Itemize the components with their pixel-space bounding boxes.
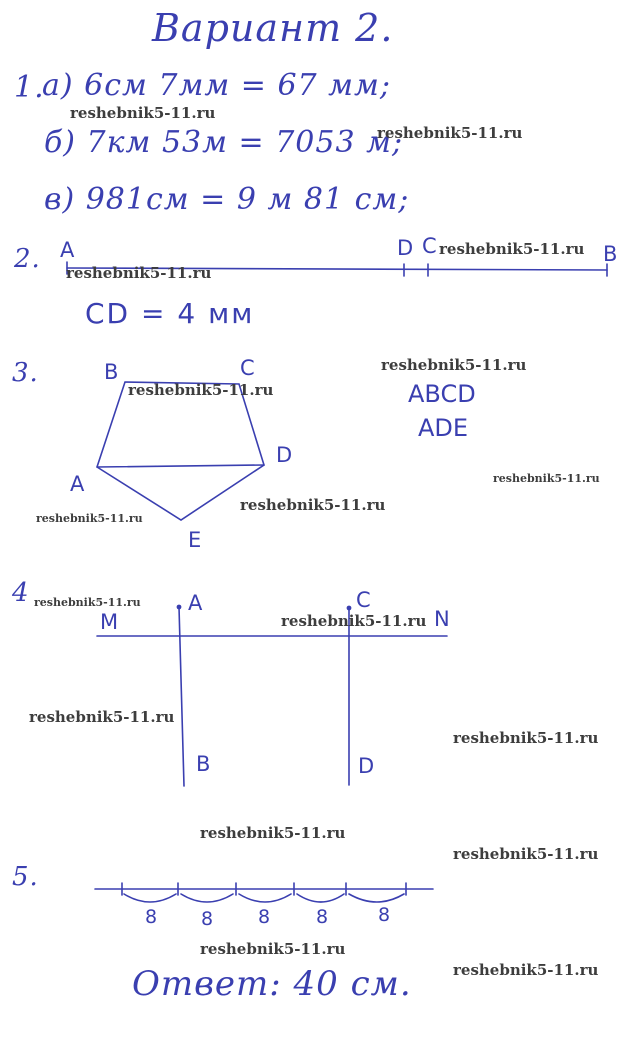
watermark: reshebnik5-11.ru <box>281 612 427 630</box>
vertex-d-label: D <box>276 443 293 467</box>
task1-line-b: б) 7км 53м = 7053 м; <box>44 125 404 160</box>
arc-1 <box>124 894 176 902</box>
task5-answer: Ответ: 40 см. <box>132 964 412 1004</box>
point-a-label: A <box>60 238 75 262</box>
task2-answer: CD = 4 мм <box>85 297 255 330</box>
line-c-label: C <box>356 588 371 612</box>
watermark: reshebnik5-11.ru <box>66 264 212 282</box>
segment-length-2: 8 <box>201 908 214 930</box>
watermark: reshebnik5-11.ru <box>34 596 141 609</box>
vertex-e-label: E <box>188 528 202 552</box>
watermark: reshebnik5-11.ru <box>70 104 216 122</box>
point-c-label: C <box>422 234 437 258</box>
segment-length-4: 8 <box>316 906 329 928</box>
line-m-label: M <box>100 610 119 634</box>
arc-2 <box>181 894 233 902</box>
point-b-label: B <box>603 242 618 266</box>
segment-length-5: 8 <box>378 904 391 926</box>
line-b-label: B <box>196 752 211 776</box>
shape-abcd-label: ABCD <box>408 380 476 408</box>
page-title: Вариант 2. <box>152 6 394 50</box>
watermark: reshebnik5-11.ru <box>200 940 346 958</box>
watermark: reshebnik5-11.ru <box>453 729 599 747</box>
vertex-a-label: A <box>70 472 85 496</box>
task5-number: 5. <box>12 862 39 892</box>
watermark: reshebnik5-11.ru <box>240 496 386 514</box>
segment-length-3: 8 <box>258 906 271 928</box>
point-c-dot <box>347 606 352 611</box>
watermark: reshebnik5-11.ru <box>29 708 175 726</box>
line-ab <box>179 607 184 786</box>
pentagon-outline <box>97 382 264 520</box>
watermark: reshebnik5-11.ru <box>381 356 527 374</box>
watermark: reshebnik5-11.ru <box>439 240 585 258</box>
segment-length-1: 8 <box>145 906 158 928</box>
task1-number: 1. <box>14 70 45 105</box>
task1-line-c: в) 981см = 9 м 81 см; <box>44 182 410 217</box>
watermark: reshebnik5-11.ru <box>377 124 523 142</box>
vertex-b-label: B <box>104 360 119 384</box>
task2-number: 2. <box>14 244 41 274</box>
task4-number: 4 <box>12 578 30 608</box>
arc-5 <box>349 894 404 902</box>
point-a-dot <box>177 605 182 610</box>
task1-line-a: а) 6см 7мм = 67 мм; <box>42 68 392 103</box>
line-a-label: A <box>188 591 203 615</box>
task3-number: 3. <box>12 358 39 388</box>
line-n-label: N <box>434 607 450 631</box>
watermark: reshebnik5-11.ru <box>128 381 274 399</box>
diagonal-ad <box>97 465 264 467</box>
watermark: reshebnik5-11.ru <box>493 472 600 485</box>
shape-ade-label: ADE <box>418 414 469 442</box>
watermark: reshebnik5-11.ru <box>453 961 599 979</box>
watermark: reshebnik5-11.ru <box>36 512 143 525</box>
point-d-label: D <box>397 236 414 260</box>
arc-3 <box>239 894 291 902</box>
arc-4 <box>297 894 344 902</box>
watermark: reshebnik5-11.ru <box>453 845 599 863</box>
line-d-label: D <box>358 754 375 778</box>
watermark: reshebnik5-11.ru <box>200 824 346 842</box>
vertex-c-label: C <box>240 356 255 380</box>
